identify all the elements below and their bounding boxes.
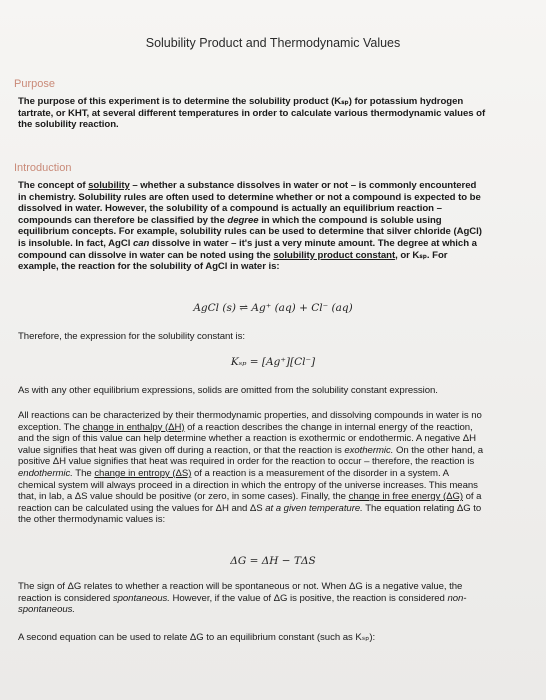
gibbs-equation: ΔG = ΔH − TΔS <box>230 555 316 567</box>
purpose-paragraph: The purpose of this experiment is to determine the solubility product (Kₛₚ) for potassium hydrogen tartrate, or KHT, at several different temperatures in order to calculate various thermodynamic values of the solubility reaction. <box>18 96 486 131</box>
thermodynamics-paragraph: All reactions can be characterized by their thermodynamic properties, and dissolving compounds in water is no exception. The change in enthalpy (ΔH) of a reaction describes the change in internal energy of the reaction, and the sign of this value can help determine whether a reaction is exothermic or endothermic. A negative ΔH value signifies that heat was given off during a reaction, or that the reaction is exothermic. On the other hand, a positive ΔH value signifies that heat was required in order for the reaction to occur – therefore, the reaction is endothermic. The change in entropy (ΔS) of a reaction is a measurement of the disorder in a system. A chemical system will always proceed in a direction in which the entropy of the universe increases. This means that, in lab, a ΔS value should be positive (or zero, in some cases). Finally, the change in free energy (ΔG) of a reaction can be calculated using the values for ΔH and ΔS at a given temperature. The equation relating ΔG to the other thermodynamic values is: <box>18 410 483 526</box>
solubility-term: solubility <box>88 180 130 191</box>
purpose-heading: Purpose <box>14 78 55 90</box>
entropy-term: change in entropy (ΔS) <box>94 467 192 479</box>
second-equation-intro: A second equation can be used to relate ΔG to an equilibrium constant (such as Kₛₚ): <box>18 632 376 643</box>
enthalpy-term: change in enthalpy (ΔH) <box>82 421 185 433</box>
solids-note: As with any other equilibrium expressions, solids are omitted from the solubility constant expression. <box>18 385 438 396</box>
spontaneity-paragraph: The sign of ΔG relates to whether a reaction will be spontaneous or not. When ΔG is a negative value, the reaction is considered spontaneous. However, if the value of ΔG is positive, the reaction is considered non-spontaneous. <box>18 581 467 616</box>
dissolution-equation: AgCl (s) ⇌ Ag⁺ (aq) + Cl⁻ (aq) <box>193 302 353 314</box>
introduction-heading: Introduction <box>14 162 72 174</box>
introduction-paragraph: The concept of solubility – whether a substance dissolves in water or not – is commonly encountered in chemistry. Solubility rules are often used to determine whether or not a compound is expected to be dissolved in water. However, the solubility of a compound is actually an equilibrium reaction – compounds can therefore be classified by the degree in which the compound is soluble using equilibrium concepts. For example, solubility rules can be used to determine that silver chloride (AgCl) is insoluble. In fact, AgCl can dissolve in water – it's just a very minute amount. The degree at which a compound can dissolve in water can be noted using the solubility product constant, or Kₛₚ. For example, the reaction for the solubility of AgCl in water is: <box>18 180 482 273</box>
ksp-expression: Kₛₚ = [Ag⁺][Cl⁻] <box>230 356 316 368</box>
page-title: Solubility Product and Thermodynamic Values <box>145 36 401 50</box>
ksp-term: solubility product constant <box>273 249 396 261</box>
ksp-intro-text: Therefore, the expression for the solubility constant is: <box>18 331 245 342</box>
gibbs-term: change in free energy (ΔG) <box>348 491 464 503</box>
